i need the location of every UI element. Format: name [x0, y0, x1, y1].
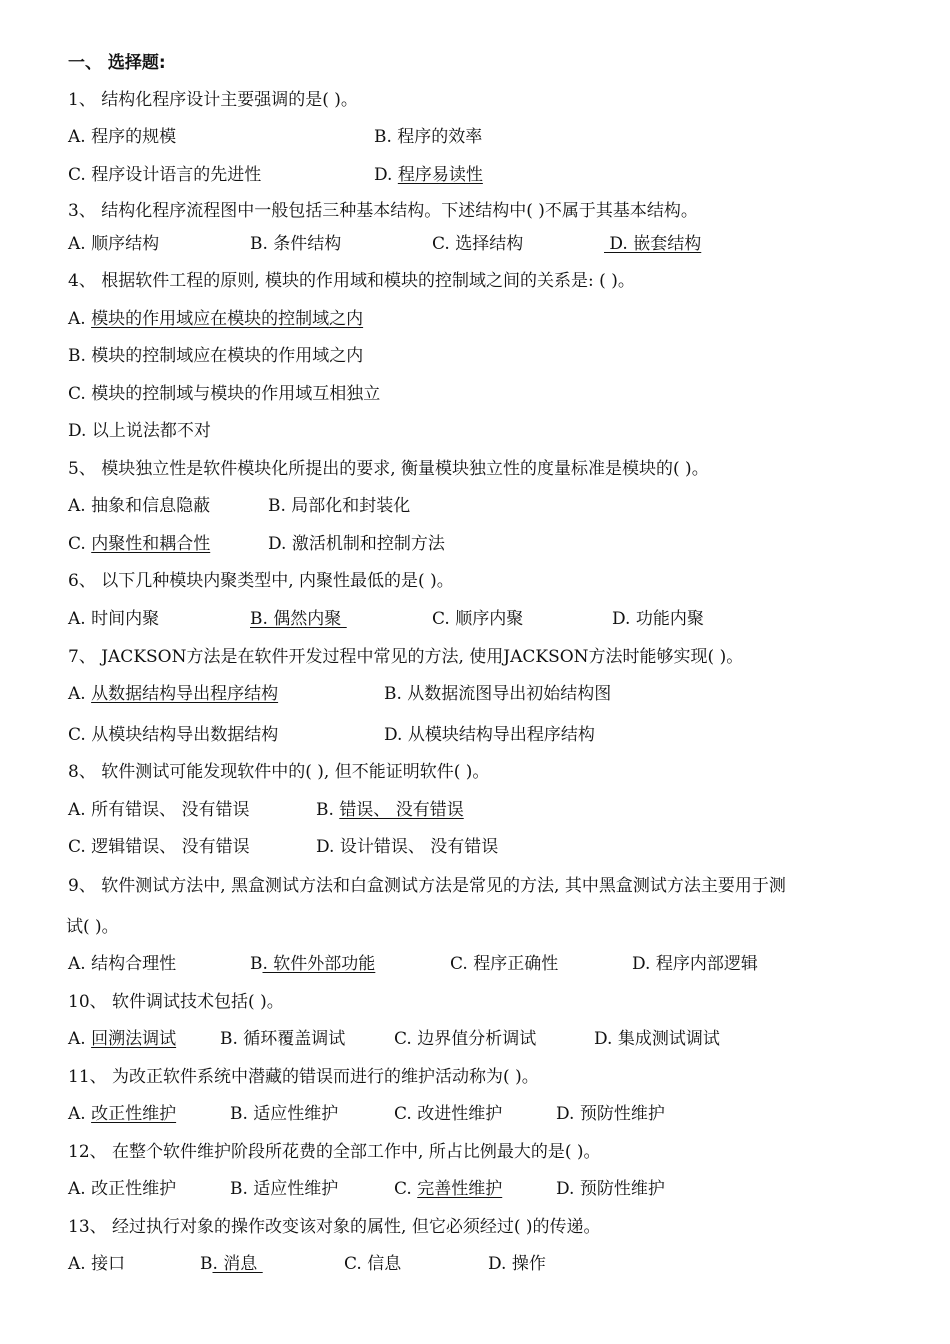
option-a: A. 接口 [68, 1254, 126, 1274]
option-b [316, 797, 464, 823]
option-letter: C. [68, 534, 92, 554]
option-d: D. 操作 [488, 1254, 546, 1274]
question-9-stem-continued: 试( )。 [66, 917, 119, 937]
option-d: D. 激活机制和控制方法 [268, 534, 445, 554]
question-9-stem: 9、 软件测试方法中, 黑盒测试方法和白盒测试方法是常见的方法, 其中黑盒测试方法主要用于测 [68, 876, 786, 896]
question-4-stem: 4、 根据软件工程的原则, 模块的作用域和模块的控制域之间的关系是: ( )。 [68, 271, 635, 291]
option-letter: A. [68, 684, 92, 704]
answer-text: . 软件外部功能 [262, 954, 376, 974]
answer-text: 从数据结构导出程序结构 [91, 684, 279, 704]
option-a: A. 结构合理性 [68, 954, 177, 974]
option-a [68, 1026, 176, 1052]
answer-text: 内聚性和耦合性 [91, 534, 211, 554]
question-7-stem: 7、 JACKSON方法是在软件开发过程中常见的方法, 使用JACKSON方法时能够实现( )。 [68, 647, 744, 667]
option-a: A. 顺序结构 [68, 234, 160, 254]
option-a [68, 306, 363, 332]
question-5-stem: 5、 模块独立性是软件模块化所提出的要求, 衡量模块独立性的度量标准是模块的( )。 [68, 459, 709, 479]
option-a [68, 1101, 176, 1127]
answer-text: 改正性维护 [91, 1104, 177, 1124]
answer-text: 程序易读性 [397, 165, 483, 185]
option-c: C. 逻辑错误、 没有错误 [68, 837, 250, 857]
option-c: C. 顺序内聚 [432, 609, 524, 629]
option-d: D. 功能内聚 [612, 609, 704, 629]
option-c: C. 改进性维护 [394, 1104, 503, 1124]
option-b: B. 条件结构 [250, 234, 342, 254]
option-a: A. 抽象和信息隐蔽 [68, 496, 211, 516]
option-c: C. 信息 [344, 1254, 402, 1274]
option-b: B. 模块的控制域应在模块的作用域之内 [68, 346, 364, 366]
option-b [200, 1251, 263, 1277]
answer-text: 完善性维护 [417, 1179, 503, 1199]
option-c: C. 程序设计语言的先进性 [68, 165, 262, 185]
option-d: D. 预防性维护 [556, 1179, 665, 1199]
option-letter: C. [394, 1179, 418, 1199]
option-b: B. 适应性维护 [230, 1104, 339, 1124]
option-b [250, 951, 375, 977]
option-d: D. 从模块结构导出程序结构 [384, 725, 595, 745]
option-letter: B. [316, 800, 340, 820]
option-b: B. 循环覆盖调试 [220, 1029, 346, 1049]
option-c: C. 模块的控制域与模块的作用域互相独立 [68, 384, 381, 404]
question-1-stem: 1、 结构化程序设计主要强调的是( )。 [68, 90, 358, 110]
answer-text: . 消息 [212, 1254, 263, 1274]
option-d: D. 以上说法都不对 [68, 421, 211, 441]
option-a [68, 681, 278, 707]
answer-text: 错误、 没有错误 [339, 800, 464, 820]
question-10-stem: 10、 软件调试技术包括( )。 [68, 992, 284, 1012]
option-letter: B [200, 1254, 213, 1274]
question-12-stem: 12、 在整个软件维护阶段所花费的全部工作中, 所占比例最大的是( )。 [68, 1142, 601, 1162]
option-c [68, 531, 210, 557]
option-c: C. 选择结构 [432, 234, 524, 254]
option-a: A. 所有错误、 没有错误 [68, 800, 250, 820]
option-c [394, 1176, 502, 1202]
option-b: B. 局部化和封装化 [268, 496, 411, 516]
question-8-stem: 8、 软件测试可能发现软件中的( ), 但不能证明软件( )。 [68, 762, 490, 782]
question-11-stem: 11、 为改正软件系统中潜藏的错误而进行的维护活动称为( )。 [68, 1067, 539, 1087]
option-c: C. 从模块结构导出数据结构 [68, 725, 279, 745]
option-c: C. 程序正确性 [450, 954, 559, 974]
option-c: C. 边界值分析调试 [394, 1029, 537, 1049]
option-d [374, 162, 483, 188]
option-a: A. 时间内聚 [68, 609, 160, 629]
option-b-answer: B. 偶然内聚 [250, 609, 347, 629]
option-d: D. 集成测试调试 [594, 1029, 720, 1049]
option-letter: A. [68, 1104, 92, 1124]
option-b: B. 适应性维护 [230, 1179, 339, 1199]
option-letter: D. [374, 165, 398, 185]
option-letter: A. [68, 1029, 92, 1049]
option-letter: B [250, 954, 263, 974]
option-d-answer: D. 嵌套结构 [604, 234, 702, 254]
option-b: B. 从数据流图导出初始结构图 [384, 684, 612, 704]
section-title: 一、 选择题: [68, 53, 166, 73]
question-13-stem: 13、 经过执行对象的操作改变该对象的属性, 但它必须经过( )的传递。 [68, 1217, 601, 1237]
option-a: A. 程序的规模 [68, 127, 177, 147]
option-letter: A. [68, 309, 92, 329]
question-6-stem: 6、 以下几种模块内聚类型中, 内聚性最低的是( )。 [68, 571, 454, 591]
option-b: B. 程序的效率 [374, 127, 483, 147]
option-d: D. 程序内部逻辑 [632, 954, 758, 974]
option-d: D. 设计错误、 没有错误 [316, 837, 499, 857]
question-3-stem: 3、 结构化程序流程图中一般包括三种基本结构。下述结构中( )不属于其基本结构。 [68, 201, 698, 221]
answer-text: 回溯法调试 [91, 1029, 177, 1049]
answer-text: 模块的作用域应在模块的控制域之内 [91, 309, 364, 329]
option-d: D. 预防性维护 [556, 1104, 665, 1124]
option-a: A. 改正性维护 [68, 1179, 177, 1199]
